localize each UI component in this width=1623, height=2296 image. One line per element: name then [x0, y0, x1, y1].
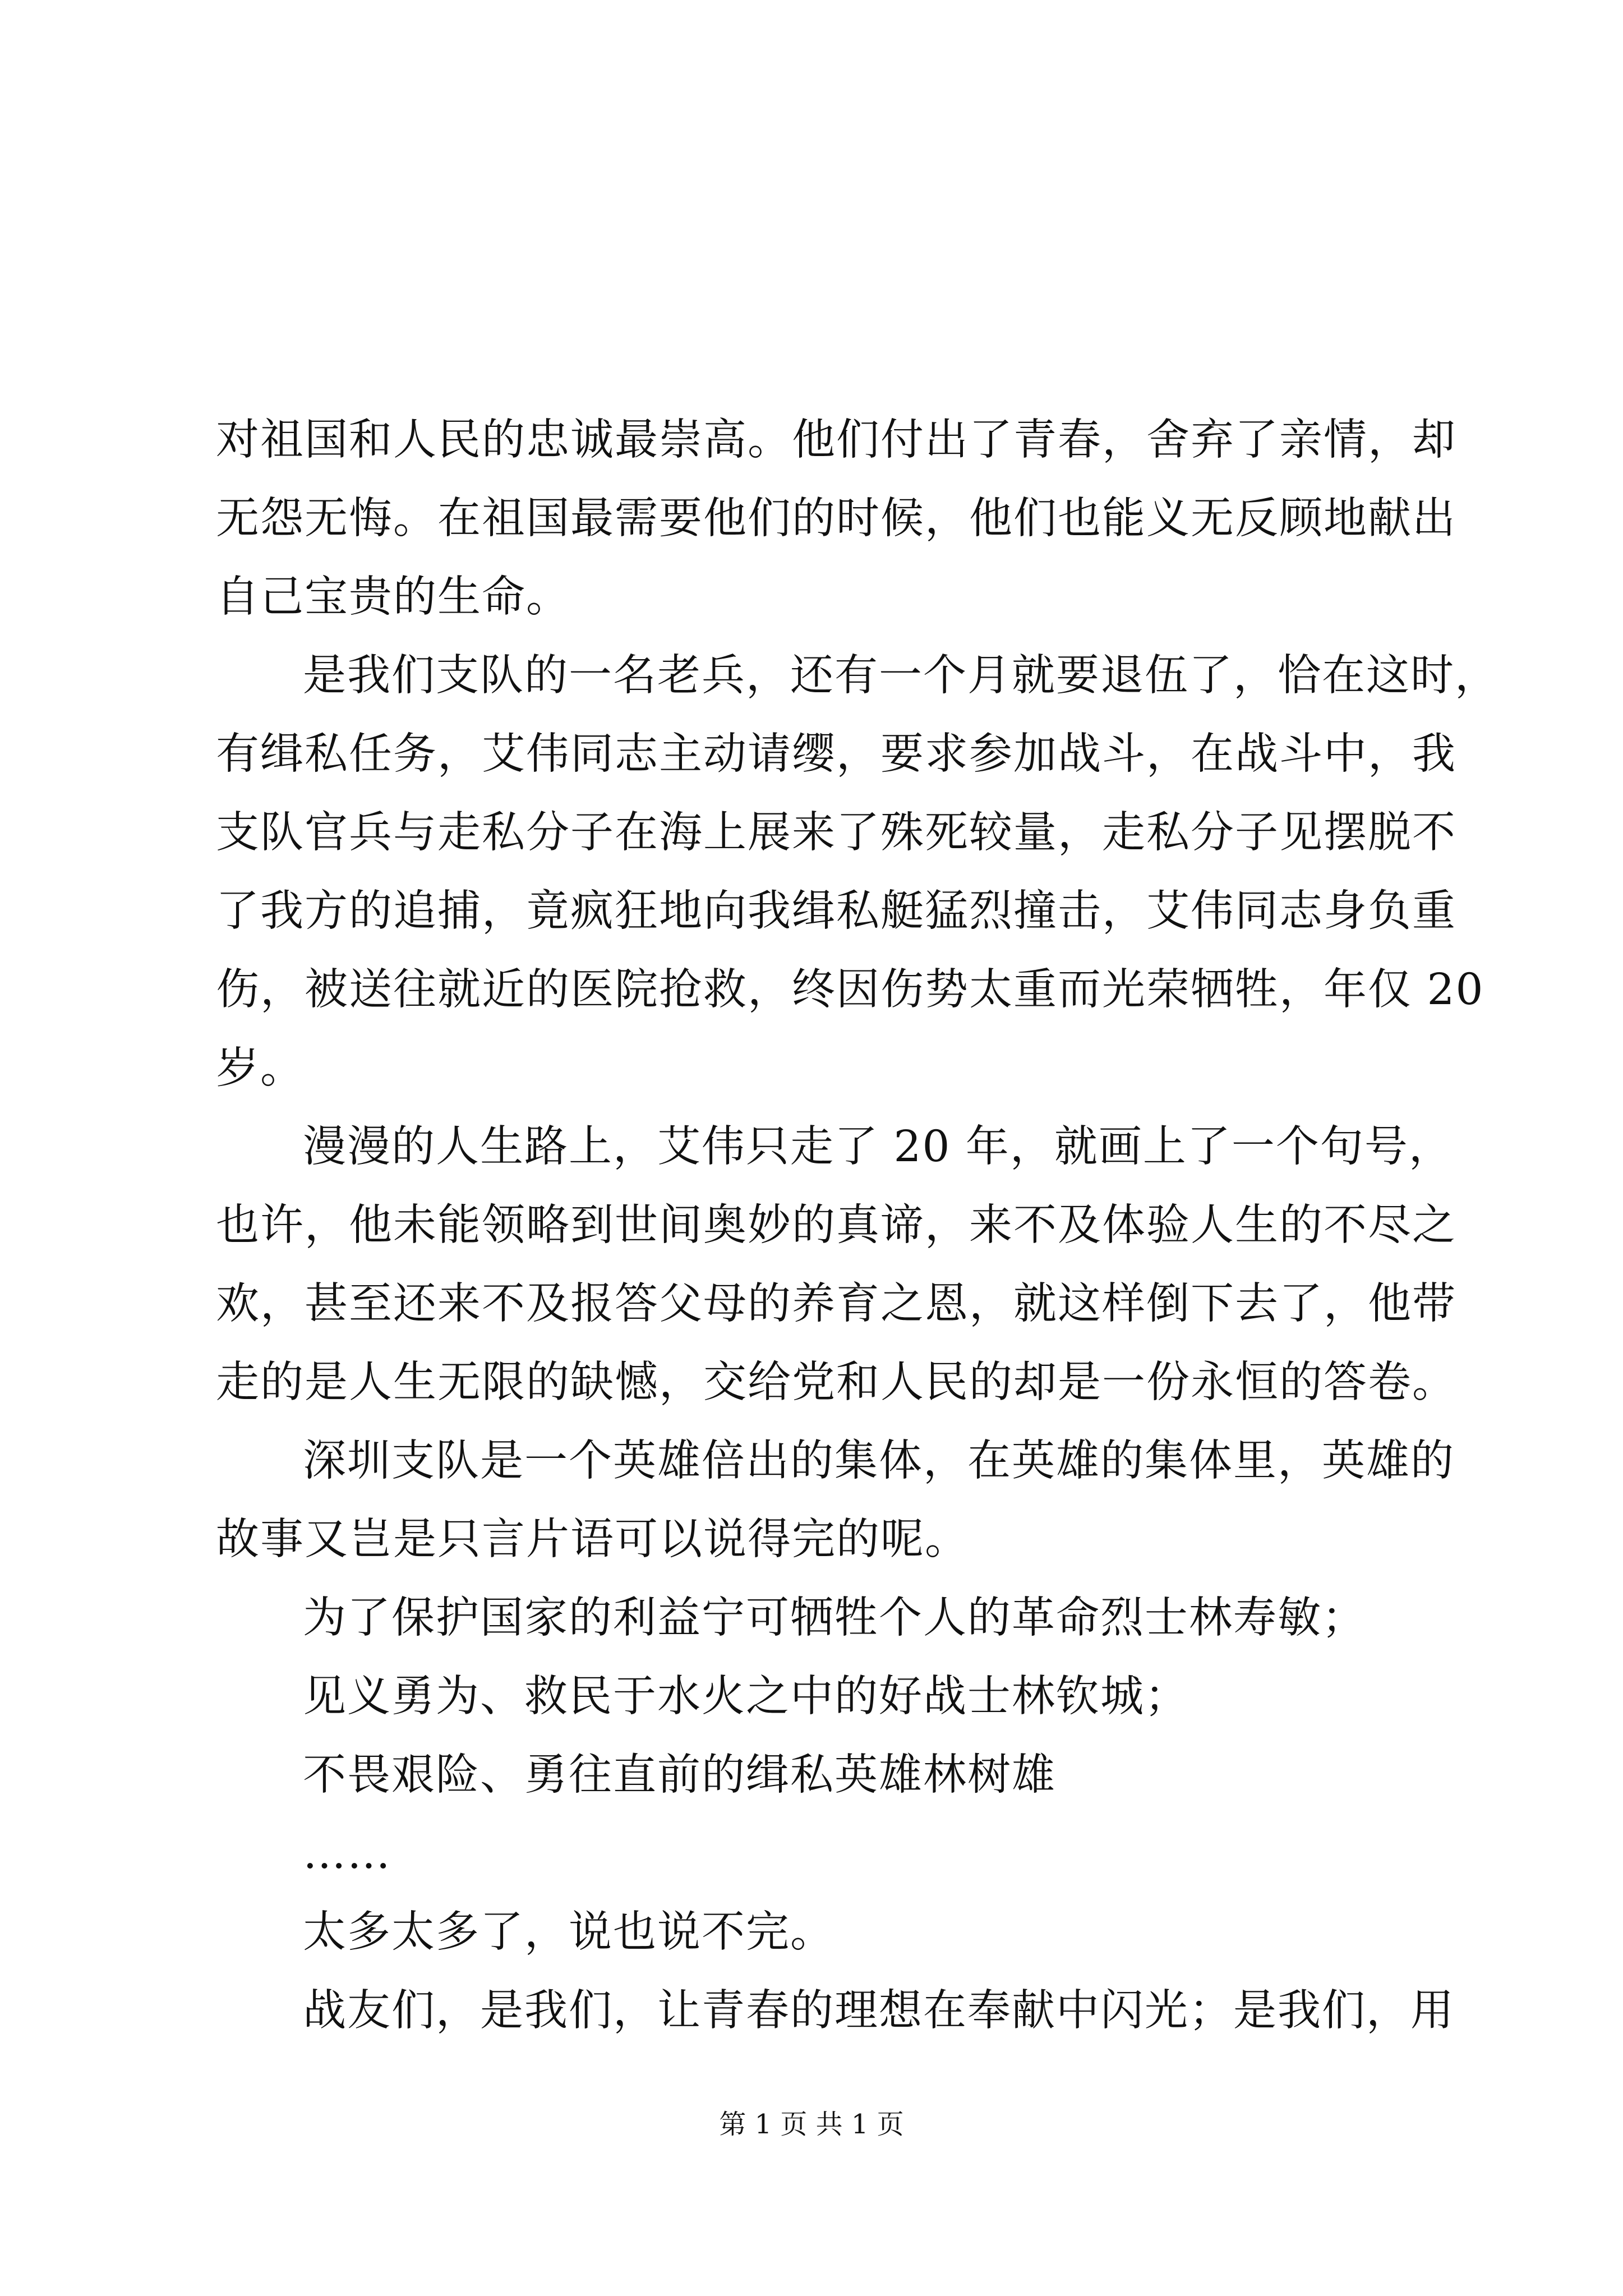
text-line-5: 有缉私任务，艾伟同志主动请缨，要求参加战斗，在战斗中，我	[216, 729, 1456, 779]
text-line-9: 岁。	[216, 1043, 305, 1093]
text-line-12: 欢，甚至还来不及报答父母的养育之恩，就这样倒下去了，他带	[216, 1279, 1456, 1329]
text-line-11: 也许，他未能领略到世间奥妙的真谛，来不及体验人生的不尽之	[216, 1200, 1456, 1250]
text-line-18: 不畏艰险、勇往直前的缉私英雄林树雄	[303, 1750, 1056, 1800]
page-footer: 第 1 页 共 1 页	[719, 2109, 904, 2140]
text-line-15: 故事又岂是只言片语可以说得完的呢。	[216, 1515, 969, 1565]
text-line-14: 深圳支队是一个英雄倍出的集体，在英雄的集体里，英雄的	[303, 1436, 1455, 1486]
text-line-3: 自己宝贵的生命。	[216, 572, 570, 622]
text-line-13: 走的是人生无限的缺憾，交给党和人民的却是一份永恒的答卷。	[216, 1358, 1456, 1407]
text-line-17: 见义勇为、救民于水火之中的好战士林钦城；	[303, 1672, 1189, 1722]
text-line-6: 支队官兵与走私分子在海上展来了殊死较量，走私分子见摆脱不	[216, 808, 1456, 858]
text-line-7: 了我方的追捕，竟疯狂地向我缉私艇猛烈撞击，艾伟同志身负重	[216, 886, 1456, 936]
text-line-8: 伤，被送往就近的医院抢救，终因伤势太重而光荣牺牲，年仅 20	[216, 965, 1484, 1015]
text-line-19: ……	[303, 1829, 391, 1879]
text-line-2: 无怨无悔。在祖国最需要他们的时候，他们也能义无反顾地献出	[216, 494, 1456, 544]
text-line-4: 是我们支队的一名老兵，还有一个月就要退伍了，恰在这时，	[303, 651, 1499, 701]
text-line-10: 漫漫的人生路上，艾伟只走了 20 年，就画上了一个句号，	[303, 1122, 1453, 1172]
text-line-20: 太多太多了，说也说不完。	[303, 1907, 834, 1957]
text-line-1: 对祖国和人民的忠诚最崇高。他们付出了青春，舍弃了亲情，却	[216, 415, 1456, 465]
text-line-21: 战友们，是我们，让青春的理想在奉献中闪光；是我们，用	[303, 1986, 1455, 2036]
text-line-16: 为了保护国家的利益宁可牺牲个人的革命烈士林寿敏；	[303, 1593, 1366, 1643]
